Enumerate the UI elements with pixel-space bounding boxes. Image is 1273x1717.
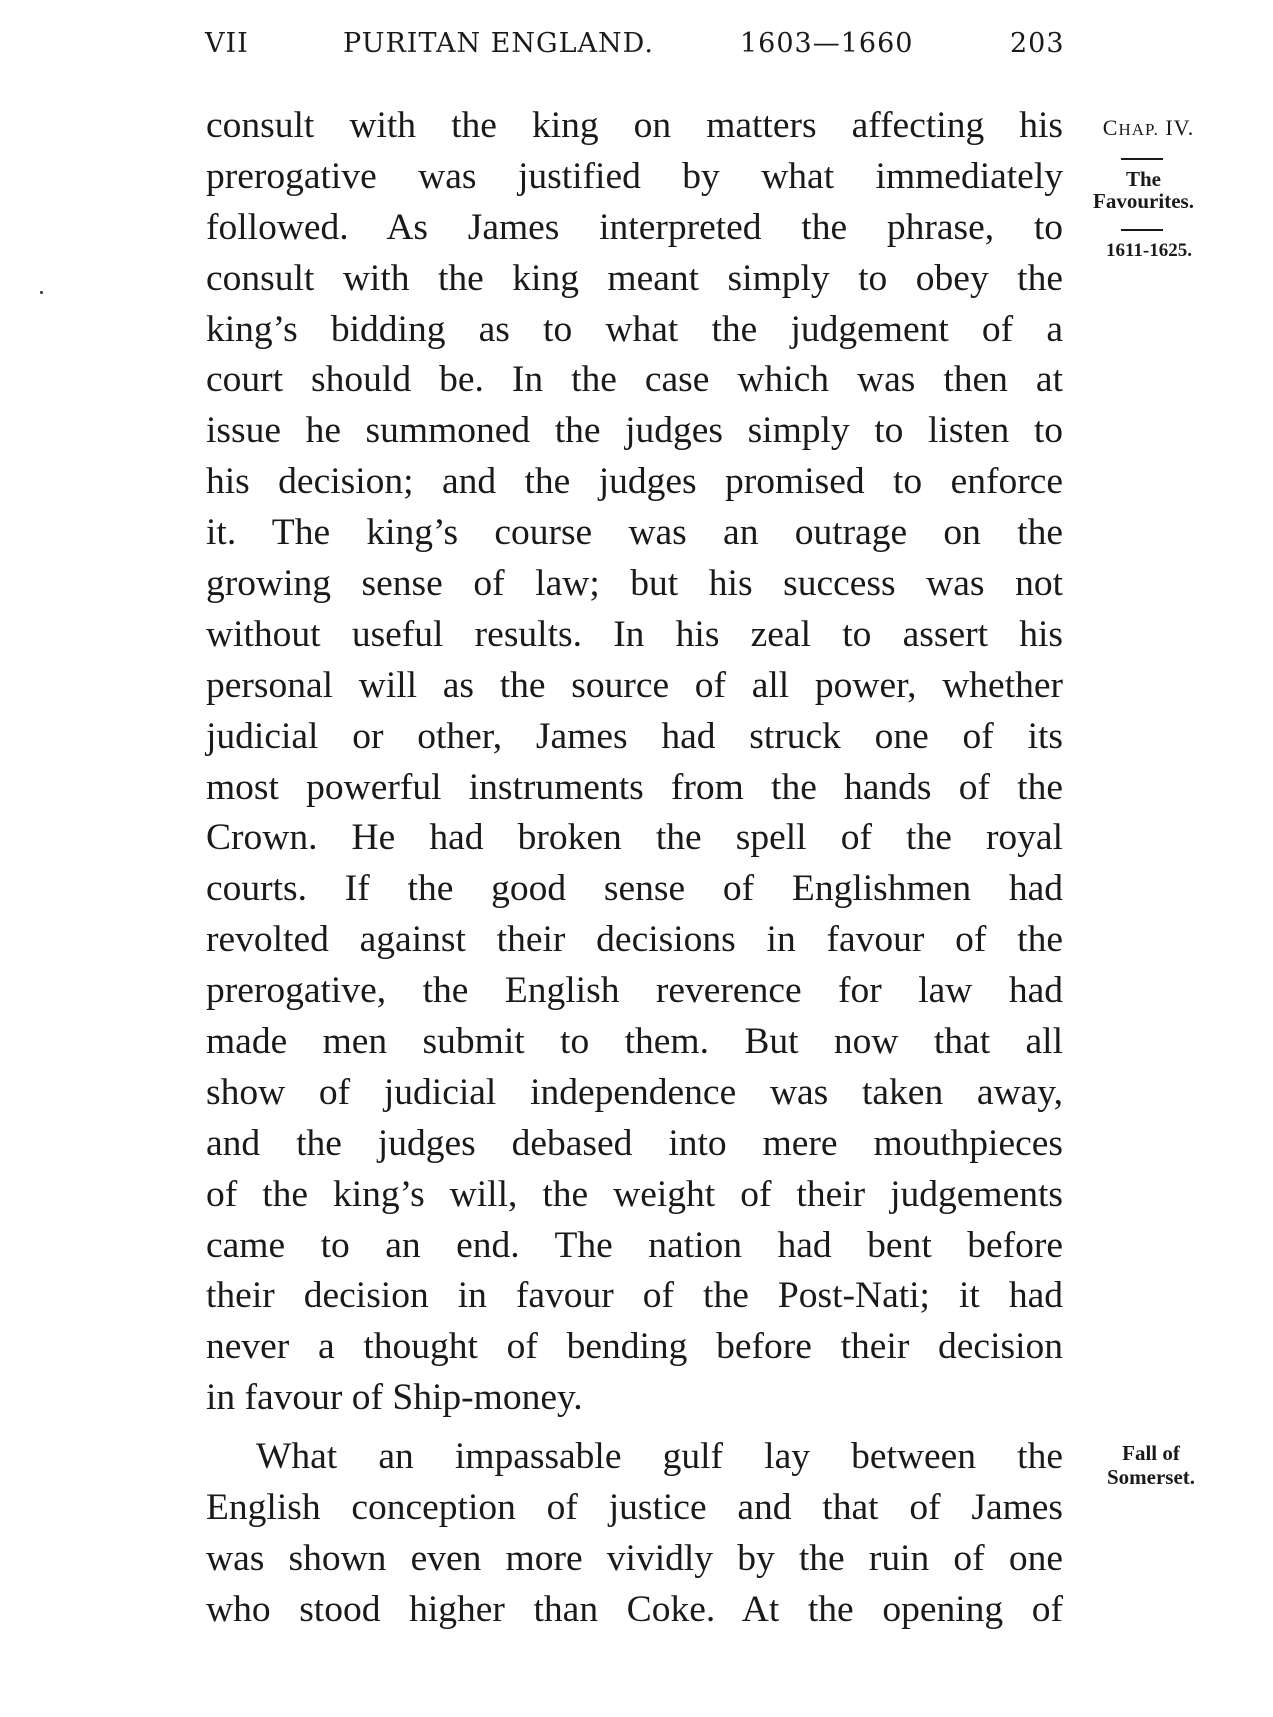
text-line: their decision in favour of the Post-Nati; it had [206,1275,1063,1317]
sidenote-rule [1121,229,1163,231]
text-line: it. The king’s course was an outrage on the [206,512,1063,554]
sidenote-section-line2: Favourites. [1093,189,1194,213]
sidenote-years: 1611-1625. [1105,240,1193,261]
text-line: judicial or other, James had struck one of its [206,715,1063,757]
sidenote-chap-small: HAP. [1118,120,1159,139]
sidenote-chapter [1086,115,1211,141]
body-text [206,101,1063,1636]
text-line: made men submit to them. But now that all [206,1021,1063,1063]
sidenote-chap-prefix: C [1102,115,1119,140]
text-line: never a thought of bending before their decision [206,1326,1063,1368]
paragraph-2 [206,1432,1063,1636]
text-line: show of judicial independence was taken away, [206,1071,1063,1113]
sidenote-fall-line2: Somerset. [1106,1465,1196,1489]
text-line: came to an end. The nation had bent before [206,1224,1063,1266]
text-line: prerogative, the English reverence for law had [206,970,1063,1012]
text-line: most powerful instruments from the hands of the [206,766,1063,808]
sidenote-section [1076,168,1211,212]
text-line: was shown even more vividly by the ruin of one [206,1537,1063,1579]
sidenote-rule [1121,158,1163,160]
text-line: king’s bidding as to what the judgement of a [206,308,1063,350]
text-line: his decision; and the judges promised to enforce [206,461,1063,503]
text-line: consult with the king meant simply to obey the [206,257,1063,299]
header-title: PURITAN ENGLAND. [343,28,654,59]
sidenote-section-line1: The [1125,167,1161,191]
text-line: who stood higher than Coke. At the opening of [206,1588,1063,1630]
text-line: prerogative was justified by what immediately [206,155,1063,197]
sidenote-fall-of-somerset [1086,1441,1216,1489]
running-header [205,28,1063,68]
text-line: without useful results. In his zeal to assert his [206,613,1063,655]
text-line: court should be. In the case which was then at [206,359,1063,401]
text-line: and the judges debased into mere mouthpieces [206,1122,1063,1164]
text-line: in favour of Ship-money. [206,1377,583,1419]
text-line: revolted against their decisions in favour of the [206,919,1063,961]
header-years: 1603—1660 [740,28,914,59]
text-line: personal will as the source of all power, whether [206,664,1063,706]
text-line: Crown. He had broken the spell of the royal [206,817,1063,859]
paragraph-1 [206,101,1063,1424]
text-line: followed. As James interpreted the phrase, to [206,206,1063,248]
text-line: consult with the king on matters affecting his [206,105,1063,146]
sidenote-fall-line1: Fall of [1122,1441,1180,1465]
paragraph-gap [206,1424,1063,1432]
header-chapter-numeral: VII [205,28,249,59]
sidenote-chap-numeral: IV. [1165,115,1195,140]
stray-ink-mark [40,291,43,294]
text-line: What an impassable gulf lay between the [256,1436,1063,1478]
text-line: courts. If the good sense of Englishmen had [206,868,1063,910]
header-page-number: 203 [1010,28,1065,59]
text-line: growing sense of law; but his success was not [206,563,1063,605]
text-line: English conception of justice and that of James [206,1487,1063,1529]
text-line: of the king’s will, the weight of their judgements [206,1173,1063,1215]
text-line: issue he summoned the judges simply to listen to [206,410,1063,452]
